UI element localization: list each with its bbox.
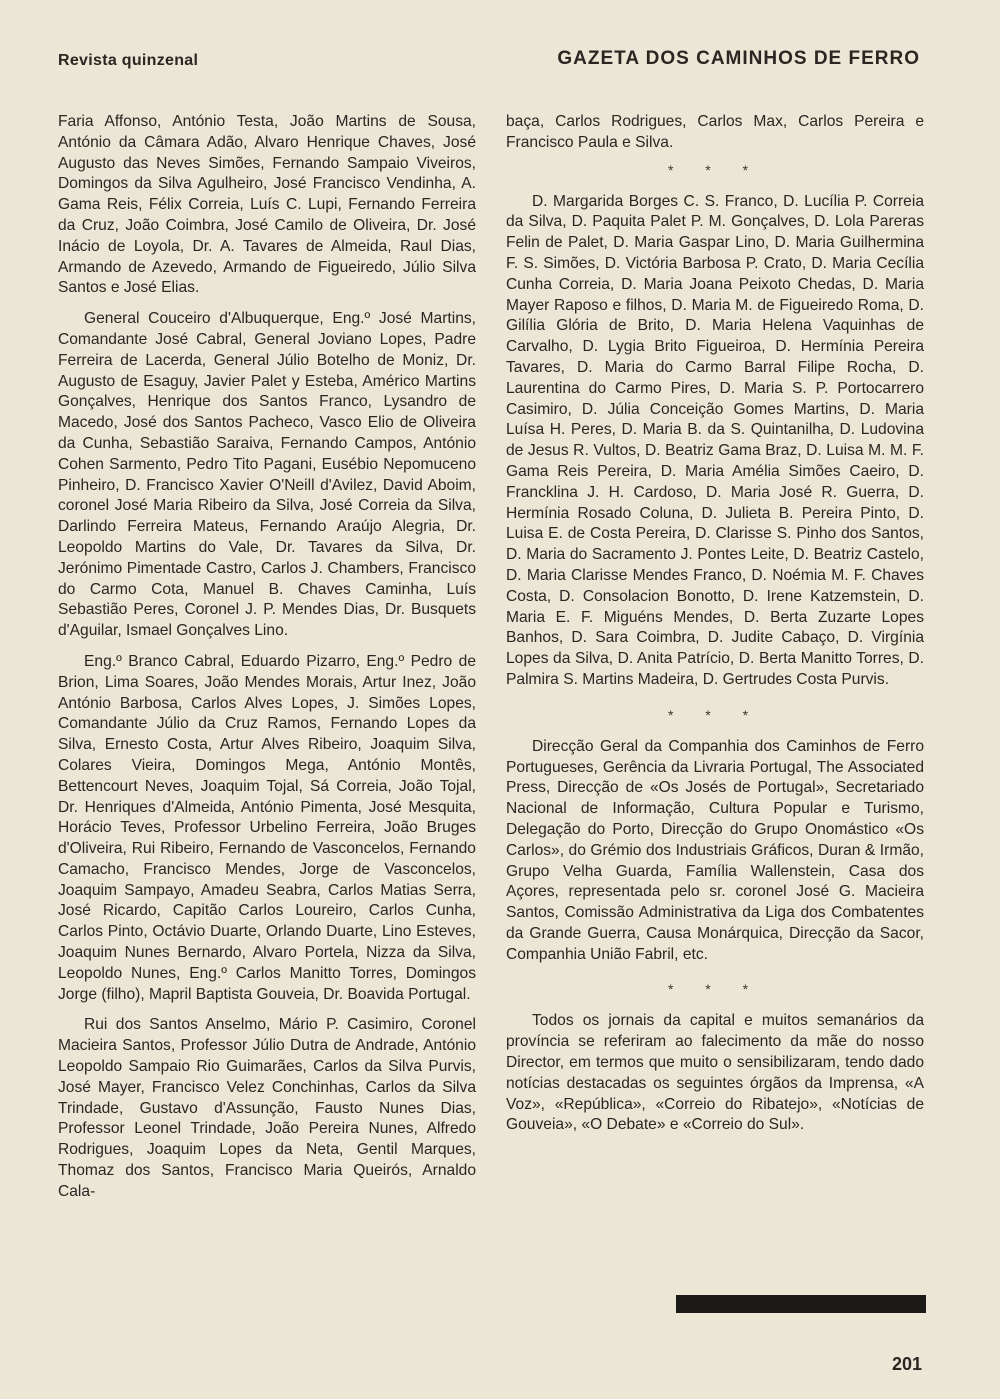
paragraph: baça, Carlos Rodrigues, Carlos Max, Carlos Pereira e Francisco Paula e Silva.	[506, 113, 924, 151]
paragraph: D. Margarida Borges C. S. Franco, D. Lucília P. Correia da Silva, D. Paquita Palet P. M. Gonçalves, D. Lola Pareras Felin de Palet, D. Maria Gaspar Lino, D. Maria Guilhermina F. S. Simões, D. Victória Barbosa P. Crato, D. Maria Cecília Cunha Correia, D. Maria Joana Peixoto Chedas, D. Maria Mayer Raposo e filhos, D. Maria M. de Figueiredo Roma, D. Gilília Glória de Brito, D. Maria Helena Vaquinhas de Carvalho, D. Lygia Brito Figueiroa, D. Hermínia Pereira Tavares, D. Maria do Carmo Barral Filipe Rocha, D. Laurentina do Carmo Pires, D. Maria S. P. Portocarrero Casimiro, D. Júlia Conceição Gomes Martins, D. Maria Luísa H. Peres, D. Maria B. da S. Quintanilha, D. Ludovina de Jesus R. Vultos, D. Beatriz Gama Braz, D. Luisa M. M. F. Gama Reis Pereira, D. Maria Amélia Simões Caeiro, D. Francklina J. H. Cardoso, D. Maria José R. Guerra, D. Hermínia Rosado Coluna, D. Julieta B. Pereira Pinto, D. Luisa E. de Costa Pereira, D. Clarisse S. Pinho dos Santos, D. Maria do Sacramento J. Pontes Leite, D. Beatriz Castelo, D. Maria Clarisse Mendes Franco, D. Noémia M. F. Chaves Costa, D. Consolacion Bonotto, D. Irene Katzemstein, D. Maria E. F. Miguéns Mendes, D. Berta Zuzarte Lopes Banhos, D. Sara Coimbra, D. Judite Cabaço, D. Virgínia Lopes da Silva, D. Anita Patrício, D. Berta Manitto Torres, D. Palmira S. Martins Madeira, D. Gertrudes Costa Purvis.	[506, 192, 924, 688]
header-publication-frequency: Revista quinzenal	[58, 52, 199, 69]
paragraph: Direcção Geral da Companhia dos Caminhos de Ferro Portugueses, Gerência da Livraria Portugal, The Associated Press, Direcção de «Os Josés de Portugal», Secretariado Nacional de Informação, Cultura Popular e Turismo, Delegação do Porto, Direcção do Grupo Onomástico «Os Carlos», do Grémio dos Industriais Gráficos, Duran & Irmão, Grupo Velha Guarda, Família Wallenstein, Casa dos Açores, representada pelo sr. coronel José G. Macieira Santos, Comissão Administrativa da Liga dos Combatentes da Grande Guerra, Causa Monárquica, Direcção da Sacor, Companhia União Fabril, etc.	[506, 737, 924, 963]
section-separator: * * *	[667, 161, 763, 178]
paragraph: Rui dos Santos Anselmo, Mário P. Casimiro, Coronel Macieira Santos, Professor Júlio Dutra de Andrade, António Leopoldo Sampaio Rio Guimarães, Carlos da Silva Purvis, José Mayer, Francisco Velez Conchinhas, Carlos da Silva Trindade, Gustavo d'Assunção, Fausto Nunes Dias, Professor Leonel Trindade, João Pereira Nunes, Alfredo Rodrigues, Joaquim Lopes da Neta, Gentil Marques, Thomaz dos Santos, Francisco Maria Queirós, Arnaldo Cala-	[58, 1016, 476, 1200]
paragraph: Todos os jornais da capital e muitos semanários da província se referiram ao falecimento da mãe do nosso Director, em termos que muito o sensibilizaram, tendo dado notícias destacadas os seguintes órgãos da Imprensa, «A Voz», «República», «Correio do Ribatejo», «Notícias de Gouveia», «O Debate» e «Correio do Sul».	[506, 1012, 924, 1134]
left-column	[58, 112, 476, 1203]
header-magazine-title: GAZETA DOS CAMINHOS DE FERRO	[557, 48, 920, 69]
paragraph: General Couceiro d'Albuquerque, Eng.º José Martins, Comandante José Cabral, General Joviano Lopes, Padre Ferreira de Lacerda, General Júlio Botelho de Moniz, Dr. Augusto de Esaguy, Javier Palet y Esteba, Américo Martins Gonçalves, Henrique dos Santos Franco, Lysandro de Macedo, José dos Santos Pacheco, Vasco Elio de Oliveira da Cunha, Sebastião Saraiva, Fernando Campos, António Cohen Sarmento, Pedro Tito Pagani, Eusébio Nepomuceno Pinheiro, D. Francisco Xavier O'Neill d'Avilez, David Aboim, coronel José Maria Ribeiro da Silva, José Correia da Silva, Darlindo Ferreira Mateus, Fernando Araújo Alegria, Dr. Leopoldo Martins do Vale, Dr. Tavares da Silva, Dr. Jerónimo Pimentade Castro, Carlos J. Chambers, Francisco do Carmo Cota, Manuel B. Chaves Caminha, Luís Sebastião Peres, Coronel J. P. Mendes Dias, Dr. Busquets d'Aguilar, Ismael Gonçalves Lino.	[58, 310, 476, 640]
section-separator: * * *	[667, 981, 763, 998]
right-column	[506, 112, 924, 1136]
page-number: 201	[891, 1354, 922, 1374]
paragraph: Faria Affonso, António Testa, João Martins de Sousa, António da Câmara Adão, Alvaro Henrique Chaves, José Augusto das Neves Simões, Fernando Sampaio Viveiros, Domingos da Silva Agulheiro, José Francisco Vendinha, A. Gama Reis, Félix Correia, Luís C. Lupi, Fernando Ferreira da Cruz, João Coimbra, José Camilo de Oliveira, Dr. José Inácio de Loyola, Dr. A. Tavares de Almeida, Raul Dias, Armando de Azevedo, Armando de Figueiredo, Júlio Silva Santos e José Elias.	[58, 113, 476, 297]
paragraph: Eng.º Branco Cabral, Eduardo Pizarro, Eng.º Pedro de Brion, Lima Soares, João Mendes Morais, Artur Inez, João António Barbosa, Carlos Alves Lopes, J. Simões Lopes, Comandante Júlio da Cruz Ramos, Fernando Lopes da Silva, Ernesto Costa, Artur Alves Ribeiro, Joaquim Silva, Colares Vieira, Domingos Mega, António Montês, Bettencourt Neves, Joaquim Tojal, Sá Correia, João Tojal, Dr. Henriques d'Almeida, António Pimenta, José Mesquita, Horácio Teves, Professor Urbelino Ferreira, João Bruges d'Oliveira, Rui Ribeiro, Fernando de Vasconcelos, Fernando Camacho, Francisco Mendes, Jorge de Vasconcelos, Joaquim Sampayo, Amadeu Seabra, Carlos Matias Serra, José Ricardo, Capitão Carlos Loureiro, Carlos Cunha, Carlos Pinto, Octávio Duarte, Orlando Duarte, Lino Esteves, Joaquim Nunes Bernardo, Alvaro Portela, Nizza da Silva, Leopoldo Nunes, Eng.º Carlos Manitto Torres, Domingos Jorge (filho), Mapril Baptista Gouveia, Dr. Boavida Portugal.	[58, 652, 476, 1003]
decorative-black-bar	[676, 1295, 926, 1313]
section-separator: * * *	[667, 706, 763, 723]
